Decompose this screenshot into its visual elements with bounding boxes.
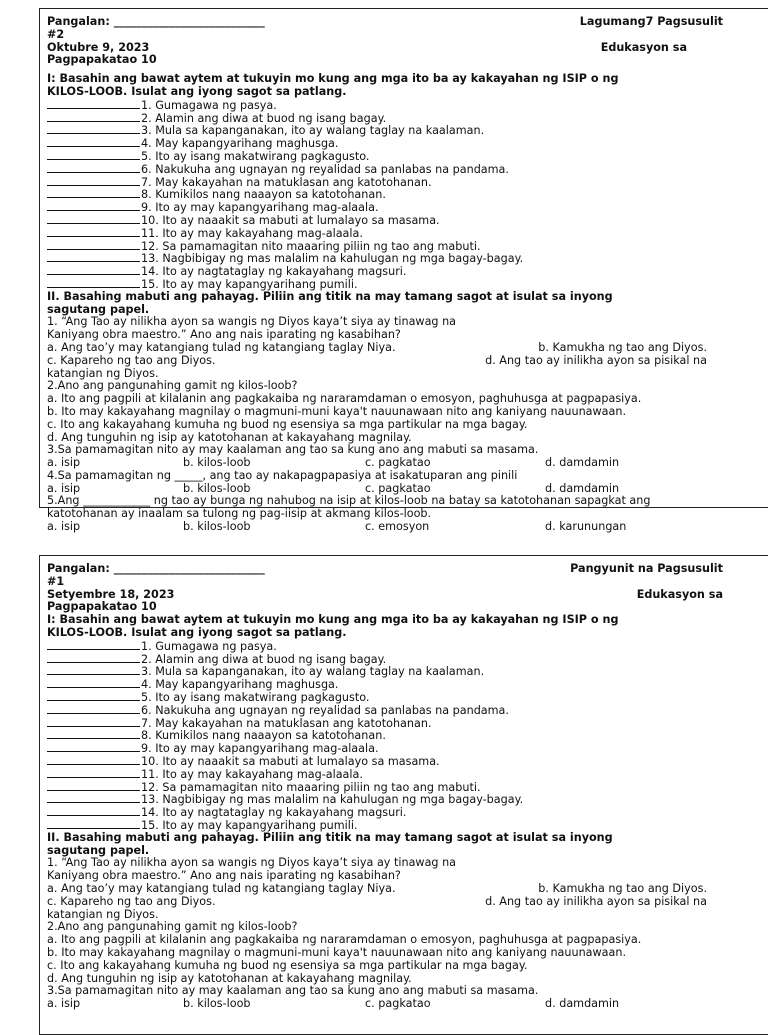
answer-blank[interactable] [47, 150, 140, 160]
identification-item [47, 806, 727, 819]
identification-list [47, 640, 727, 832]
name-label: Pangalan: ___________________________ [47, 562, 265, 575]
q1-option-c: c. Kapareho ng tao ang Diyos. [47, 353, 216, 367]
question-4: 4.Sa pamamagitan ng _____, ang tao ay nakapagpapasiya at isakatuparan ang pinili [47, 468, 518, 482]
item-text: 14. Ito ay nagtataglay ng kakayahang magsuri. [141, 806, 407, 820]
item-text: 12. Sa pamamagitan nito maaaring piliin ng tao ang mabuti. [141, 239, 481, 253]
q5-option-c: c. emosyon [365, 520, 430, 534]
name-label: Pangalan: ___________________________ [47, 15, 265, 28]
item-text: 14. Ito ay nagtataglay ng kakayahang magsuri. [141, 265, 407, 279]
part1-instruction-cont: KILOS-LOOB. Isulat ang iyong sagot sa patlang. [47, 625, 347, 639]
identification-item [47, 704, 727, 717]
q4-option-b: b. kilos-loob [183, 481, 251, 495]
part2-instruction-cont: sagutang papel. [47, 302, 150, 316]
part1-instruction: I: Basahin ang bawat aytem at tukuyin mo kung ang mga ito ba ay kakayahan ng ISIP o ng [47, 613, 619, 627]
q2-option-b: b. Ito may kakayahang magnilay o magmuni-muni kaya't nauunawaan nito ang kaniyang nauunawaan. [47, 404, 627, 418]
subject-name: Pagpapakatao 10 [47, 53, 157, 67]
q3-option-c: c. pagkatao [365, 456, 431, 470]
part1-instruction: I: Basahin ang bawat aytem at tukuyin mo kung ang mga ito ba ay kakayahan ng ISIP o ng [47, 72, 619, 86]
identification-item [47, 124, 727, 137]
subject-label: Edukasyon sa [636, 587, 723, 601]
q1-options-cd [47, 896, 727, 909]
answer-blank[interactable] [47, 265, 140, 275]
q2-option-c: c. Ito ang kakayahang kumuha ng buod ng esensiya sa mga partikular na mga bagay. [47, 417, 528, 431]
quiz-sheet-1 [39, 8, 768, 534]
answer-blank[interactable] [47, 137, 140, 147]
question-3: 3.Sa pamamagitan nito ay may kaalaman ang tao sa kung ano ang mabuti sa masama. [47, 443, 539, 457]
q3-options [47, 998, 727, 1011]
item-text: 3. Mula sa kapanganakan, ito ay walang taglay na kaalaman. [141, 665, 485, 679]
q3-option-d: d. damdamin [545, 997, 620, 1011]
answer-blank[interactable] [47, 214, 140, 224]
answer-blank[interactable] [47, 806, 140, 816]
identification-item [47, 768, 727, 781]
header-row-2 [47, 563, 727, 576]
question-1-cont: Kaniyang obra maestro.” Ano ang nais iparating ng kasabihan? [47, 328, 401, 342]
q2-option-d: d. Ang tunguhin ng isip ay katotohanan at kakayahang magnilay. [47, 430, 412, 444]
answer-blank[interactable] [47, 176, 140, 186]
identification-item [47, 214, 727, 227]
q1-option-b: b. Kamukha ng tao ang Diyos. [538, 340, 707, 354]
quiz-title: Lagumang7 Pagsusulit [579, 15, 723, 28]
q3-option-c: c. pagkatao [365, 997, 431, 1011]
question-2: 2.Ano ang pangunahing gamit ng kilos-loob? [47, 379, 298, 393]
question-1: 1. “Ang Tao ay nilikha ayon sa wangis ng Diyos kaya’t siya ay tinawag na [47, 315, 457, 329]
q2-option-a: a. Ito ang pagpili at kilalanin ang pagkakaiba ng nararamdaman o emosyon, paghuhusga at pagpapasiya. [47, 392, 642, 406]
q4-option-d: d. damdamin [545, 481, 620, 495]
quiz-content-2 [47, 563, 727, 1011]
q1-option-d-cont: katangian ng Diyos. [47, 907, 159, 921]
identification-item [47, 678, 727, 691]
identification-item [47, 691, 727, 704]
q1-option-c: c. Kapareho ng tao ang Diyos. [47, 894, 216, 908]
identification-item [47, 717, 727, 730]
q1-option-d: d. Ang tao ay inilikha ayon sa pisikal na [485, 353, 707, 367]
answer-blank[interactable] [47, 819, 140, 829]
item-text: 9. Ito ay may kapangyarihang mag-alaala. [141, 742, 379, 756]
item-text: 6. Nakukuha ang ugnayan ng reyalidad sa panlabas na pandama. [141, 162, 509, 176]
part1-instruction-cont: KILOS-LOOB. Isulat ang iyong sagot sa patlang. [47, 84, 347, 98]
quiz-number: #1 [47, 574, 65, 588]
q1-option-b: b. Kamukha ng tao ang Diyos. [538, 881, 707, 895]
answer-blank[interactable] [47, 163, 140, 173]
item-text: 13. Nagbibigay ng mas malalim na kahulugan ng mga bagay-bagay. [141, 252, 524, 266]
answer-blank[interactable] [47, 793, 140, 803]
quiz-sheet-2 [39, 555, 768, 1035]
answer-blank[interactable] [47, 201, 140, 211]
answer-blank[interactable] [47, 768, 140, 778]
identification-item [47, 188, 727, 201]
q1-option-a: a. Ang tao’y may katangiang tulad ng katangiang taglay Niya. [47, 881, 396, 895]
q1-option-d: d. Ang tao ay inilikha ayon sa pisikal na [485, 894, 707, 908]
item-text: 1. Gumagawa ng pasya. [141, 98, 277, 112]
identification-item [47, 793, 727, 806]
identification-item [47, 150, 727, 163]
q5-option-a: a. isip [47, 520, 81, 534]
q2-option-c: c. Ito ang kakayahang kumuha ng buod ng esensiya sa mga partikular na mga bagay. [47, 958, 528, 972]
q5-option-b: b. kilos-loob [183, 520, 251, 534]
q1-option-a: a. Ang tao’y may katangiang tulad ng katangiang taglay Niya. [47, 340, 396, 354]
part2-instruction: II. Basahing mabuti ang pahayag. Piliin ang titik na may tamang sagot at isulat sa inyong [47, 289, 613, 303]
item-text: 15. Ito ay may kapangyarihang pumili. [141, 818, 358, 832]
item-text: 8. Kumikilos nang naaayon sa katotohanan. [141, 729, 386, 743]
answer-blank[interactable] [47, 781, 140, 791]
q3-option-b: b. kilos-loob [183, 997, 251, 1011]
item-text: 4. May kapangyarihang maghusga. [141, 678, 339, 692]
question-1: 1. “Ang Tao ay nilikha ayon sa wangis ng Diyos kaya’t siya ay tinawag na [47, 856, 457, 870]
item-text: 3. Mula sa kapanganakan, ito ay walang taglay na kaalaman. [141, 124, 485, 138]
q1-options-ab [47, 342, 727, 355]
answer-blank[interactable] [47, 717, 140, 727]
item-text: 8. Kumikilos nang naaayon sa katotohanan. [141, 188, 386, 202]
item-text: 7. May kakayahan na matuklasan ang katotohanan. [141, 175, 432, 189]
item-text: 2. Alamin ang diwa at buod ng isang bagay. [141, 111, 387, 125]
item-text: 12. Sa pamamagitan nito maaaring piliin ng tao ang mabuti. [141, 780, 481, 794]
item-text: 11. Ito ay may kakayahang mag-alaala. [141, 767, 363, 781]
quiz-date: Oktubre 9, 2023 [47, 40, 150, 54]
part2-instruction: II. Basahing mabuti ang pahayag. Piliin ang titik na may tamang sagot at isulat sa inyong [47, 830, 613, 844]
identification-item [47, 742, 727, 755]
answer-blank[interactable] [47, 653, 140, 663]
header-row-1 [47, 16, 727, 29]
answer-blank[interactable] [47, 691, 140, 701]
identification-item [47, 265, 727, 278]
identification-item [47, 653, 727, 666]
item-text: 1. Gumagawa ng pasya. [141, 639, 277, 653]
item-text: 5. Ito ay isang makatwirang pagkagusto. [141, 149, 370, 163]
answer-blank[interactable] [47, 99, 140, 109]
item-text: 2. Alamin ang diwa at buod ng isang bagay. [141, 652, 387, 666]
item-text: 10. Ito ay naaakit sa mabuti at lumalayo sa masama. [141, 754, 440, 768]
identification-item [47, 163, 727, 176]
identification-item [47, 252, 727, 265]
identification-item [47, 729, 727, 742]
question-5: 5.Ang ____________ ng tao ay bunga ng nahubog na isip at kilos-loob na batay sa katotohanan sapagkat ang [47, 494, 651, 508]
q3-options [47, 457, 727, 470]
answer-blank[interactable] [47, 278, 140, 288]
subject-label: Edukasyon sa [600, 40, 687, 54]
item-text: 15. Ito ay may kapangyarihang pumili. [141, 277, 358, 291]
identification-item [47, 781, 727, 794]
answer-blank[interactable] [47, 112, 140, 122]
answer-blank[interactable] [47, 742, 140, 752]
identification-item [47, 112, 727, 125]
q3-option-a: a. isip [47, 456, 81, 470]
identification-item [47, 665, 727, 678]
identification-list [47, 99, 727, 291]
identification-item [47, 201, 727, 214]
identification-item [47, 240, 727, 253]
identification-item [47, 819, 727, 832]
q3-option-b: b. kilos-loob [183, 456, 251, 470]
q1-options-cd [47, 355, 727, 368]
identification-item [47, 137, 727, 150]
q2-option-a: a. Ito ang pagpili at kilalanin ang pagkakaiba ng nararamdaman o emosyon, paghuhusga at pagpapasiya. [47, 933, 642, 947]
answer-blank[interactable] [47, 252, 140, 262]
q3-option-a: a. isip [47, 997, 81, 1011]
answer-blank[interactable] [47, 124, 140, 134]
answer-blank[interactable] [47, 240, 140, 250]
quiz-date: Setyembre 18, 2023 [47, 587, 175, 601]
part2-instruction-cont: sagutang papel. [47, 843, 150, 857]
question-1-cont: Kaniyang obra maestro.” Ano ang nais iparating ng kasabihan? [47, 869, 401, 883]
quiz-content-1 [47, 16, 727, 534]
item-text: 7. May kakayahan na matuklasan ang katotohanan. [141, 716, 432, 730]
item-text: 4. May kapangyarihang maghusga. [141, 137, 339, 151]
answer-blank[interactable] [47, 704, 140, 714]
answer-blank[interactable] [47, 665, 140, 675]
q4-option-a: a. isip [47, 481, 81, 495]
question-5-cont: katotohanan ay inaalam sa tulong ng pag-iisip at akmang kilos-loob. [47, 507, 432, 521]
answer-blank[interactable] [47, 227, 140, 237]
identification-item [47, 227, 727, 240]
quiz-number: #2 [47, 27, 65, 41]
answer-blank[interactable] [47, 640, 140, 650]
q2-option-b: b. Ito may kakayahang magnilay o magmuni-muni kaya't nauunawaan nito ang kaniyang nauunawaan. [47, 945, 627, 959]
identification-item [47, 278, 727, 291]
answer-blank[interactable] [47, 678, 140, 688]
q5-option-d: d. karunungan [545, 520, 627, 534]
q1-option-d-cont: katangian ng Diyos. [47, 366, 159, 380]
q3-option-d: d. damdamin [545, 456, 620, 470]
q4-option-c: c. pagkatao [365, 481, 431, 495]
q2-option-d: d. Ang tunguhin ng isip ay katotohanan at kakayahang magnilay. [47, 971, 412, 985]
item-text: 10. Ito ay naaakit sa mabuti at lumalayo sa masama. [141, 213, 440, 227]
question-3: 3.Sa pamamagitan nito ay may kaalaman ang tao sa kung ano ang mabuti sa masama. [47, 984, 539, 998]
identification-item [47, 755, 727, 768]
item-text: 6. Nakukuha ang ugnayan ng reyalidad sa panlabas na pandama. [141, 703, 509, 717]
identification-item [47, 640, 727, 653]
identification-item [47, 176, 727, 189]
item-text: 5. Ito ay isang makatwirang pagkagusto. [141, 690, 370, 704]
item-text: 13. Nagbibigay ng mas malalim na kahulugan ng mga bagay-bagay. [141, 793, 524, 807]
identification-item [47, 99, 727, 112]
answer-blank[interactable] [47, 188, 140, 198]
item-text: 9. Ito ay may kapangyarihang mag-alaala. [141, 201, 379, 215]
subject-name: Pagpapakatao 10 [47, 600, 157, 614]
answer-blank[interactable] [47, 755, 140, 765]
question-2: 2.Ano ang pangunahing gamit ng kilos-loob? [47, 920, 298, 934]
quiz-title: Pangyunit na Pagsusulit [570, 562, 723, 575]
q5-options [47, 521, 727, 534]
item-text: 11. Ito ay may kakayahang mag-alaala. [141, 226, 363, 240]
q1-options-ab [47, 883, 727, 896]
answer-blank[interactable] [47, 729, 140, 739]
